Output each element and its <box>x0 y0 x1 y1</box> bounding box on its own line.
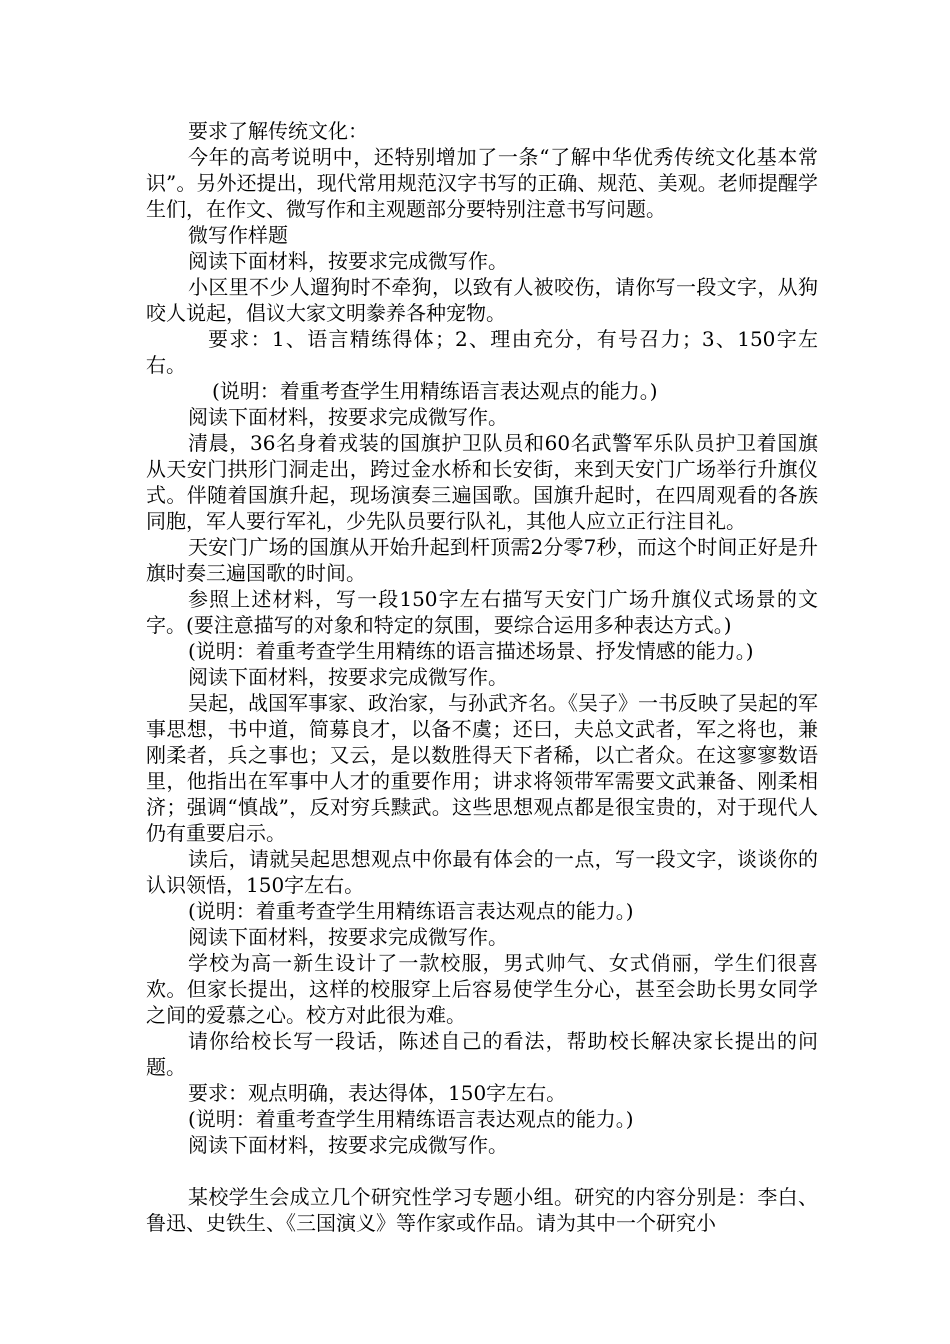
instruction-line: 阅读下面材料，按要求完成微写作。 <box>188 249 508 273</box>
paragraph: 清晨，36名身着戎装的国旗护卫队员和60名武警军乐队员护卫着国旗从天安门拱形门洞走出，跨过金水桥和长安街，来到天安门广场举行升旗仪式。伴随着国旗升起，现场演奏三遍国歌。国旗升起时，在四周观看的各族同胞，军人要行军礼，少先队员要行队礼，其他人应立正行注目礼。 <box>146 431 818 533</box>
document-body <box>146 118 818 1236</box>
section-heading: 微写作样题 <box>188 223 288 247</box>
instruction-line: 阅读下面材料，按要求完成微写作。 <box>188 665 508 689</box>
paragraph: 天安门广场的国旗从开始升起到杆顶需2分零7秒，而这个时间正好是升旗时奏三遍国歌的时间。 <box>146 535 818 585</box>
note-line: (说明：着重考查学生用精练语言表达观点的能力。) <box>188 899 634 923</box>
section-heading: 要求了解传统文化： <box>188 119 368 143</box>
paragraph: 吴起，战国军事家、政治家，与孙武齐名。《吴子》一书反映了吴起的军事思想，书中道，简募良才，以备不虞；还曰，夫总文武者，军之将也，兼刚柔者，兵之事也；又云，是以数胜得天下者稀，以亡者众。在这寥寥数语里，他指出在军事中人才的重要作用；讲求将领带军需要文武兼备、刚柔相济；强调“慎战”，反对穷兵黩武。这些思想观点都是很宝贵的，对于现代人仍有重要启示。 <box>146 691 818 845</box>
paragraph: 小区里不少人遛狗时不牵狗，以致有人被咬伤，请你写一段文字，从狗咬人说起，倡议大家文明豢养各种宠物。 <box>146 275 818 325</box>
paragraph: 今年的高考说明中，还特别增加了一条“了解中华优秀传统文化基本常识”。另外还提出，现代常用规范汉字书写的正确、规范、美观。老师提醒学生们，在作文、微写作和主观题部分要特别注意书写问题。 <box>146 145 818 221</box>
instruction-line: 阅读下面材料，按要求完成微写作。 <box>188 1133 508 1157</box>
requirement-line: 要求：观点明确，表达得体，150字左右。 <box>188 1081 567 1105</box>
note-line: (说明：着重考查学生用精练语言表达观点的能力。) <box>188 1107 634 1131</box>
paragraph: 学校为高一新生设计了一款校服，男式帅气、女式俏丽，学生们很喜欢。但家长提出，这样的校服穿上后容易使学生分心，甚至会助长男女同学之间的爱慕之心。校方对此很为难。 <box>146 951 818 1027</box>
instruction-line: 阅读下面材料，按要求完成微写作。 <box>188 925 508 949</box>
paragraph: 读后，请就吴起思想观点中你最有体会的一点，写一段文字，谈谈你的认识领悟，150字左右。 <box>146 847 818 897</box>
note-line: (说明：着重考查学生用精练的语言描述场景、抒发情感的能力。) <box>188 639 754 663</box>
paragraph: 参照上述材料，写一段150字左右描写天安门广场升旗仪式场景的文字。(要注意描写的对象和特定的氛围，要综合运用多种表达方式。) <box>146 587 818 637</box>
requirement-line: 要求：1、语言精练得体；2、理由充分，有号召力；3、150字左右。 <box>146 327 818 377</box>
instruction-line: 阅读下面材料，按要求完成微写作。 <box>188 405 508 429</box>
blank-line <box>146 1158 818 1184</box>
paragraph: 某校学生会成立几个研究性学习专题小组。研究的内容分别是：李白、鲁迅、史铁生、《三国演义》等作家或作品。请为其中一个研究小 <box>146 1185 818 1235</box>
paragraph: 请你给校长写一段话，陈述自己的看法，帮助校长解决家长提出的问题。 <box>146 1029 818 1079</box>
note-line: (说明：着重考查学生用精练语言表达观点的能力。) <box>212 379 658 403</box>
